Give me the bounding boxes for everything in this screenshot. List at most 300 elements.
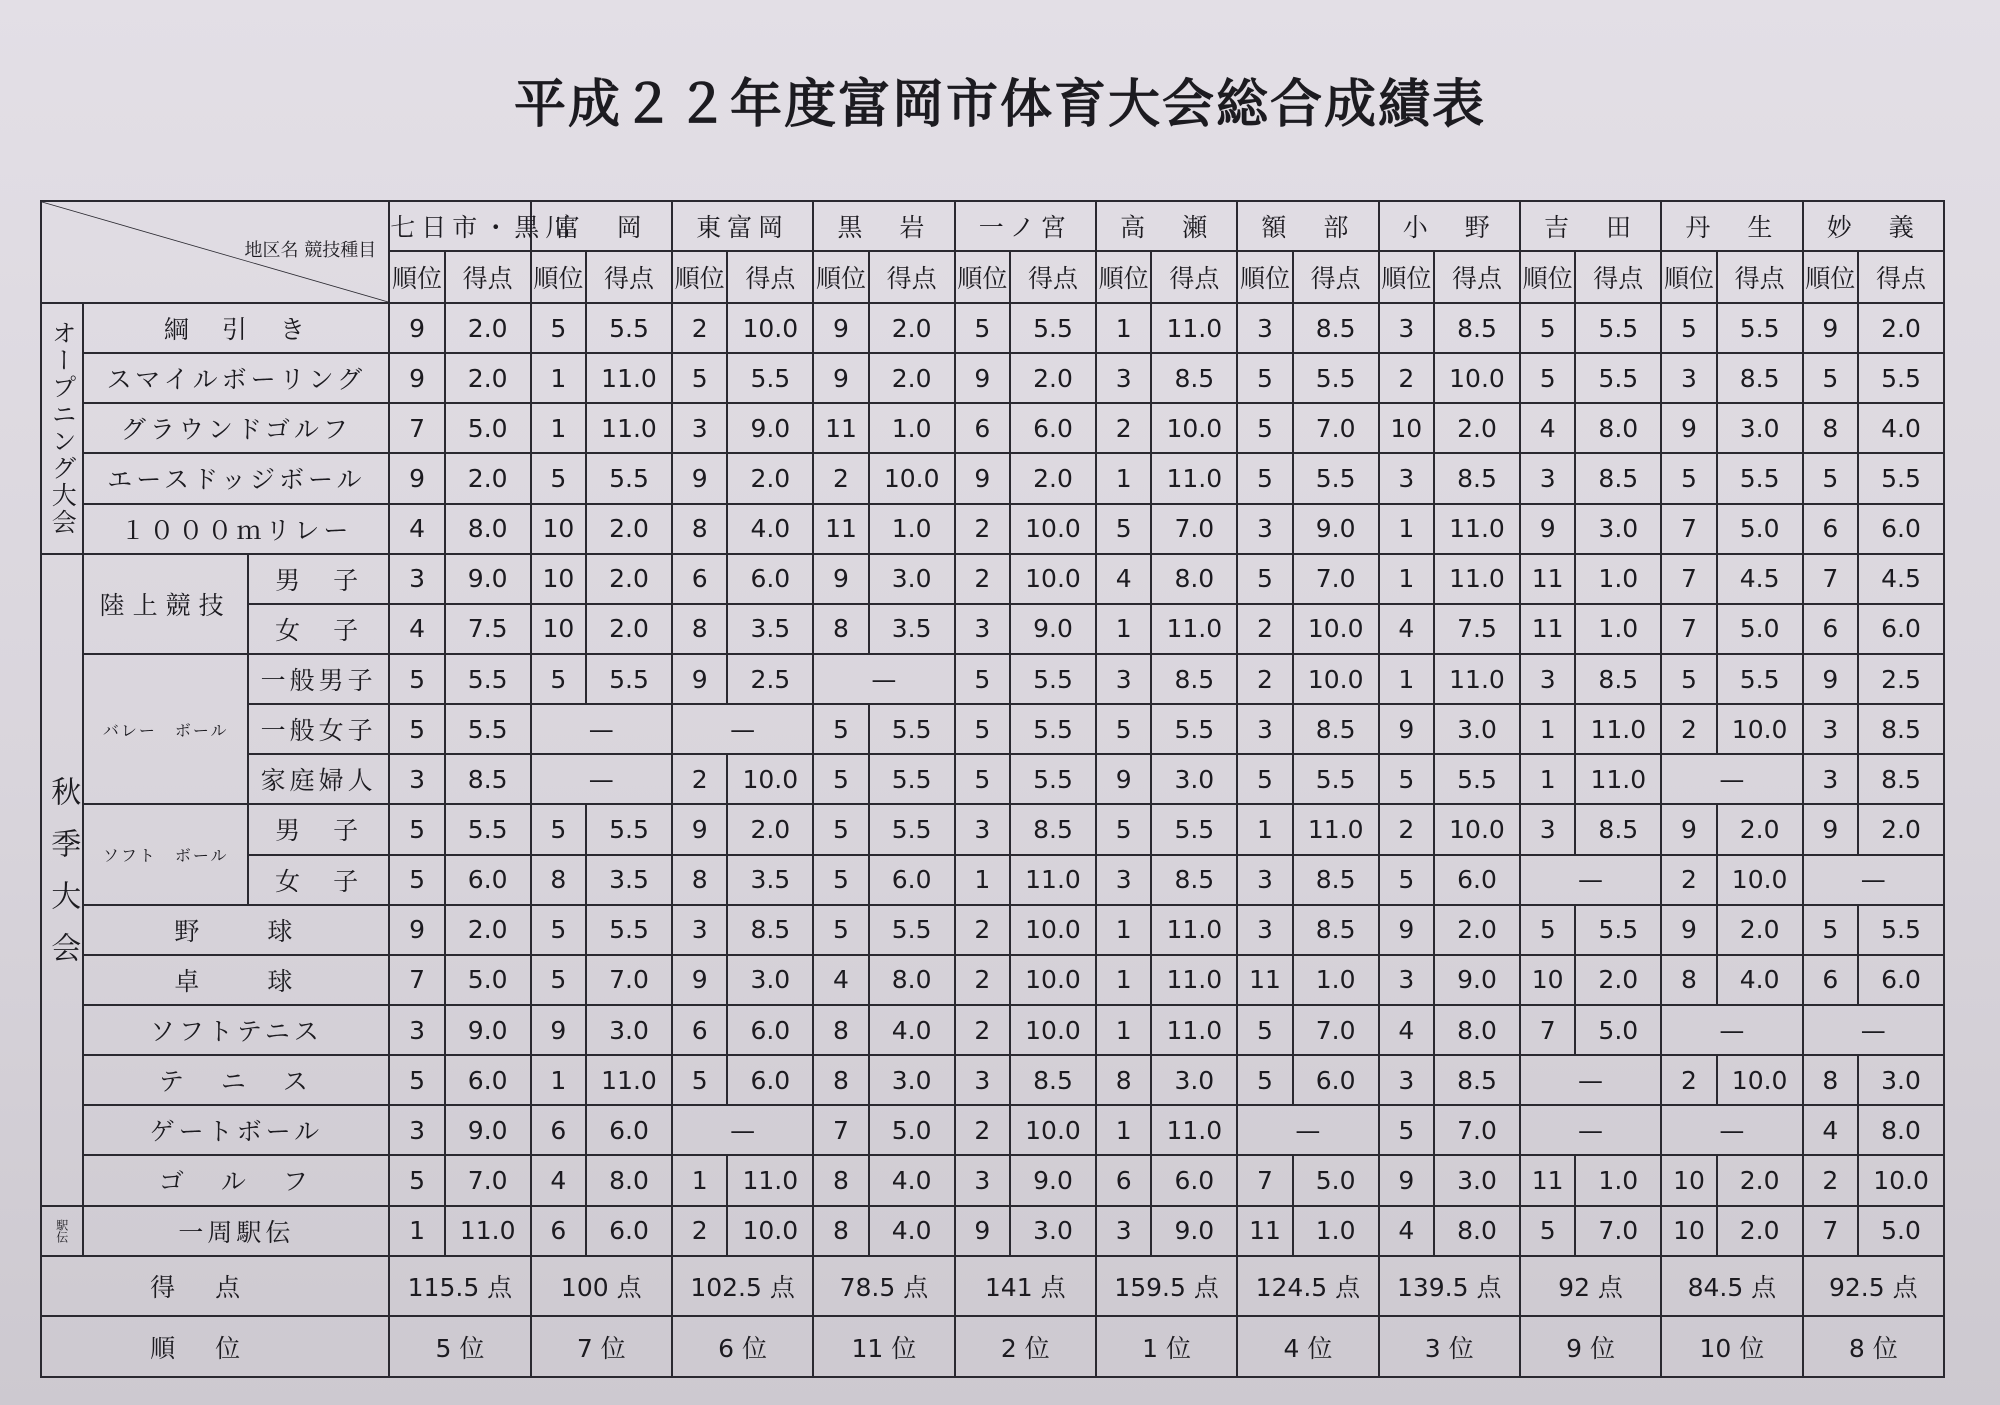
rank-cell: 5 [1520, 905, 1576, 955]
rank-cell: 8 [1096, 1055, 1152, 1105]
score-cell: 6.0 [586, 1105, 672, 1155]
rank-cell: 4 [1379, 1206, 1435, 1256]
score-cell: 2.0 [445, 353, 531, 403]
group-volleyball: バレー ボール [83, 654, 248, 804]
absent-cell: — [1520, 1055, 1661, 1105]
event-label: 卓 球 [83, 955, 389, 1005]
score-cell: 8.5 [1434, 453, 1520, 503]
score-cell: 8.5 [1434, 303, 1520, 353]
score-cell: 2.0 [727, 804, 813, 854]
event-label: スマイルボーリング [83, 353, 389, 403]
rank-cell: 9 [1520, 504, 1576, 554]
table-row [41, 504, 1944, 554]
score-cell: 8.5 [1717, 353, 1803, 403]
rank-cell: 5 [1237, 403, 1293, 453]
rank-cell: 9 [389, 453, 445, 503]
score-cell: 10.0 [869, 453, 955, 503]
rank-cell: 3 [955, 1055, 1011, 1105]
rank-cell: 8 [813, 1155, 869, 1205]
absent-cell: — [1661, 754, 1802, 804]
total-score-cell: 115.5 点 [389, 1256, 530, 1317]
rank-cell: 3 [1803, 754, 1859, 804]
score-cell: 8.0 [1151, 554, 1237, 604]
score-column-header: 得点 [1010, 251, 1096, 303]
score-cell: 2.0 [727, 453, 813, 503]
rank-cell: 5 [813, 704, 869, 754]
rank-cell: 2 [672, 754, 728, 804]
district-header: 高 瀬 [1096, 201, 1237, 251]
rank-cell: 5 [1661, 654, 1717, 704]
score-cell: 5.5 [1151, 704, 1237, 754]
score-cell: 5.0 [1717, 604, 1803, 654]
rank-cell: 6 [1803, 955, 1859, 1005]
total-rank-cell: 10 位 [1661, 1316, 1802, 1377]
score-cell: 5.5 [1293, 453, 1379, 503]
rank-cell: 5 [389, 855, 445, 905]
score-cell: 5.5 [869, 905, 955, 955]
score-cell: 9.0 [445, 1005, 531, 1055]
rank-cell: 1 [1379, 554, 1435, 604]
district-header: 丹 生 [1661, 201, 1802, 251]
rank-cell: 3 [1520, 453, 1576, 503]
score-cell: 8.5 [1010, 804, 1096, 854]
total-score-cell: 159.5 点 [1096, 1256, 1237, 1317]
table-row [41, 353, 1944, 403]
score-cell: 5.5 [1010, 303, 1096, 353]
rank-cell: 3 [955, 604, 1011, 654]
rank-cell: 3 [1237, 905, 1293, 955]
score-cell: 4.0 [1717, 955, 1803, 1005]
score-cell: 4.0 [869, 1005, 955, 1055]
rank-cell: 8 [813, 1055, 869, 1105]
rank-cell: 1 [1237, 804, 1293, 854]
score-cell: 5.5 [869, 704, 955, 754]
rank-column-header: 順位 [1520, 251, 1576, 303]
score-cell: 1.0 [869, 403, 955, 453]
score-cell: 6.0 [586, 1206, 672, 1256]
total-score-cell: 100 点 [531, 1256, 672, 1317]
score-cell: 5.5 [1293, 353, 1379, 403]
score-cell: 10.0 [1010, 1005, 1096, 1055]
score-column-header: 得点 [1575, 251, 1661, 303]
score-cell: 10.0 [1151, 403, 1237, 453]
rank-cell: 9 [1661, 403, 1717, 453]
score-cell: 5.5 [586, 804, 672, 854]
rank-cell: 3 [672, 403, 728, 453]
rank-cell: 5 [389, 654, 445, 704]
rank-cell: 2 [1237, 654, 1293, 704]
score-cell: 11.0 [1434, 654, 1520, 704]
rank-cell: 3 [1237, 303, 1293, 353]
score-cell: 2.0 [1858, 804, 1944, 854]
rank-cell: 5 [531, 804, 587, 854]
absent-cell: — [813, 654, 954, 704]
rank-cell: 9 [955, 1206, 1011, 1256]
event-sublabel: 女 子 [248, 604, 389, 654]
rank-cell: 2 [955, 504, 1011, 554]
rank-cell: 1 [1096, 1105, 1152, 1155]
rank-cell: 4 [1520, 403, 1576, 453]
score-cell: 5.5 [1858, 353, 1944, 403]
total-score-label: 得点 [41, 1256, 389, 1317]
rank-cell: 8 [813, 604, 869, 654]
rank-cell: 8 [1803, 1055, 1859, 1105]
rank-cell: 5 [813, 754, 869, 804]
rank-cell: 9 [389, 905, 445, 955]
score-cell: 7.0 [1575, 1206, 1661, 1256]
rank-cell: 8 [672, 504, 728, 554]
rank-column-header: 順位 [1237, 251, 1293, 303]
table-row [41, 1155, 1944, 1205]
total-score-cell: 78.5 点 [813, 1256, 954, 1317]
total-rank-cell: 3 位 [1379, 1316, 1520, 1377]
rank-cell: 8 [672, 855, 728, 905]
event-label: グラウンドゴルフ [83, 403, 389, 453]
rank-cell: 2 [955, 1005, 1011, 1055]
score-cell: 5.5 [1717, 654, 1803, 704]
score-cell: 2.0 [869, 303, 955, 353]
score-cell: 11.0 [1151, 1105, 1237, 1155]
score-cell: 2.0 [1010, 353, 1096, 403]
absent-cell: — [1661, 1005, 1802, 1055]
score-cell: 3.0 [1434, 1155, 1520, 1205]
rank-cell: 6 [672, 554, 728, 604]
rank-cell: 4 [1379, 604, 1435, 654]
rank-cell: 5 [955, 704, 1011, 754]
rank-cell: 3 [955, 1155, 1011, 1205]
rank-cell: 1 [1096, 453, 1152, 503]
score-cell: 6.0 [1858, 955, 1944, 1005]
score-cell: 10.0 [1434, 353, 1520, 403]
rank-cell: 1 [531, 353, 587, 403]
rank-cell: 2 [955, 554, 1011, 604]
score-cell: 2.0 [1717, 804, 1803, 854]
score-cell: 2.0 [1010, 453, 1096, 503]
total-score-cell: 92 点 [1520, 1256, 1661, 1317]
table-row [41, 1206, 1944, 1256]
score-cell: 10.0 [1010, 955, 1096, 1005]
rank-cell: 7 [1237, 1155, 1293, 1205]
score-cell: 5.5 [1575, 905, 1661, 955]
rank-cell: 9 [672, 804, 728, 854]
rank-cell: 1 [1096, 604, 1152, 654]
score-cell: 9.0 [1293, 504, 1379, 554]
score-cell: 11.0 [445, 1206, 531, 1256]
total-score-cell: 139.5 点 [1379, 1256, 1520, 1317]
score-cell: 5.5 [586, 654, 672, 704]
score-cell: 8.5 [1575, 453, 1661, 503]
score-cell: 8.5 [1151, 654, 1237, 704]
rank-cell: 1 [1379, 504, 1435, 554]
score-cell: 2.5 [1858, 654, 1944, 704]
score-cell: 6.0 [1151, 1155, 1237, 1205]
rank-cell: 9 [813, 303, 869, 353]
score-cell: 5.5 [1434, 754, 1520, 804]
score-cell: 5.5 [1575, 353, 1661, 403]
score-cell: 7.0 [445, 1155, 531, 1205]
rank-cell: 5 [955, 754, 1011, 804]
score-cell: 11.0 [727, 1155, 813, 1205]
district-header: 小 野 [1379, 201, 1520, 251]
score-cell: 2.0 [1717, 905, 1803, 955]
rank-column-header: 順位 [1803, 251, 1859, 303]
score-cell: 9.0 [1010, 604, 1096, 654]
rank-cell: 3 [1096, 855, 1152, 905]
score-cell: 8.5 [1858, 704, 1944, 754]
score-cell: 11.0 [1151, 905, 1237, 955]
total-rank-cell: 5 位 [389, 1316, 530, 1377]
score-cell: 8.0 [1434, 1206, 1520, 1256]
total-score-row [41, 1256, 1944, 1317]
rank-cell: 3 [1379, 955, 1435, 1005]
total-score-cell: 84.5 点 [1661, 1256, 1802, 1317]
score-cell: 4.0 [869, 1155, 955, 1205]
score-cell: 3.0 [869, 554, 955, 604]
absent-cell: — [531, 704, 672, 754]
district-header: 額 部 [1237, 201, 1378, 251]
score-cell: 11.0 [586, 353, 672, 403]
score-cell: 5.5 [1293, 754, 1379, 804]
score-cell: 5.5 [1858, 453, 1944, 503]
score-cell: 11.0 [1151, 604, 1237, 654]
event-label: 野 球 [83, 905, 389, 955]
event-sublabel: 男 子 [248, 804, 389, 854]
score-column-header: 得点 [1717, 251, 1803, 303]
score-cell: 2.0 [445, 905, 531, 955]
rank-cell: 9 [389, 353, 445, 403]
rank-cell: 9 [672, 453, 728, 503]
score-cell: 3.0 [1434, 704, 1520, 754]
rank-cell: 2 [955, 1105, 1011, 1155]
rank-cell: 8 [813, 1005, 869, 1055]
score-cell: 9.0 [1010, 1155, 1096, 1205]
score-cell: 11.0 [1434, 554, 1520, 604]
rank-cell: 5 [1661, 303, 1717, 353]
rank-cell: 11 [1520, 1155, 1576, 1205]
score-cell: 2.0 [586, 604, 672, 654]
rank-cell: 1 [531, 1055, 587, 1105]
table-row [41, 554, 1944, 604]
score-cell: 2.0 [1717, 1155, 1803, 1205]
score-cell: 7.0 [586, 955, 672, 1005]
rank-cell: 3 [955, 804, 1011, 854]
score-cell: 10.0 [1010, 504, 1096, 554]
score-cell: 5.5 [586, 453, 672, 503]
score-cell: 8.5 [1575, 804, 1661, 854]
rank-cell: 10 [1520, 955, 1576, 1005]
score-cell: 10.0 [1717, 855, 1803, 905]
group-athletics: 陸上競技 [83, 554, 248, 654]
score-cell: 8.5 [1293, 704, 1379, 754]
rank-cell: 1 [1096, 955, 1152, 1005]
rank-cell: 6 [531, 1206, 587, 1256]
score-cell: 10.0 [727, 1206, 813, 1256]
rank-cell: 4 [813, 955, 869, 1005]
rank-cell: 4 [531, 1155, 587, 1205]
rank-cell: 9 [1803, 654, 1859, 704]
score-cell: 8.0 [586, 1155, 672, 1205]
corner-label: 地区名 競技種目 [244, 240, 377, 261]
table-row [41, 303, 1944, 353]
rank-cell: 7 [1803, 1206, 1859, 1256]
rank-cell: 6 [1096, 1155, 1152, 1205]
score-column-header: 得点 [445, 251, 531, 303]
score-column-header: 得点 [586, 251, 672, 303]
score-cell: 10.0 [1010, 905, 1096, 955]
rank-cell: 2 [955, 955, 1011, 1005]
rank-cell: 1 [955, 855, 1011, 905]
score-cell: 6.0 [1858, 504, 1944, 554]
score-cell: 2.5 [727, 654, 813, 704]
score-cell: 11.0 [1575, 704, 1661, 754]
rank-cell: 5 [955, 654, 1011, 704]
score-cell: 10.0 [1717, 1055, 1803, 1105]
score-cell: 6.0 [727, 1005, 813, 1055]
page-title: 平成２２年度富岡市体育大会総合成績表 [513, 75, 1486, 135]
score-cell: 2.0 [1575, 955, 1661, 1005]
score-cell: 5.5 [445, 654, 531, 704]
event-sublabel: 一般男子 [248, 654, 389, 704]
table-row [41, 453, 1944, 503]
rank-cell: 1 [389, 1206, 445, 1256]
score-cell: 8.5 [1151, 855, 1237, 905]
score-cell: 5.5 [869, 754, 955, 804]
score-cell: 8.0 [869, 955, 955, 1005]
table-row [41, 804, 1944, 854]
score-cell: 3.5 [586, 855, 672, 905]
total-rank-cell: 11 位 [813, 1316, 954, 1377]
rank-cell: 6 [531, 1105, 587, 1155]
score-cell: 6.0 [727, 554, 813, 604]
score-cell: 5.0 [1858, 1206, 1944, 1256]
table-row [41, 1055, 1944, 1105]
corner-cell [41, 201, 389, 303]
event-label: エースドッジボール [83, 453, 389, 503]
rank-cell: 3 [1237, 855, 1293, 905]
rank-cell: 5 [389, 1155, 445, 1205]
rank-cell: 2 [1379, 804, 1435, 854]
rank-cell: 5 [389, 1055, 445, 1105]
rank-cell: 7 [389, 955, 445, 1005]
rank-cell: 5 [1237, 353, 1293, 403]
total-rank-cell: 1 位 [1096, 1316, 1237, 1377]
score-cell: 11.0 [1151, 1005, 1237, 1055]
score-cell: 6.0 [1293, 1055, 1379, 1105]
score-cell: 5.0 [1717, 504, 1803, 554]
score-cell: 1.0 [1575, 554, 1661, 604]
event-label: ゴ ル フ [83, 1155, 389, 1205]
score-cell: 5.5 [1010, 654, 1096, 704]
district-header: 七日市・黒川 [389, 201, 530, 251]
rank-cell: 3 [389, 1005, 445, 1055]
rank-cell: 9 [672, 955, 728, 1005]
absent-cell: — [672, 1105, 813, 1155]
rank-cell: 5 [672, 1055, 728, 1105]
rank-cell: 9 [1803, 804, 1859, 854]
rank-cell: 3 [1803, 704, 1859, 754]
rank-cell: 8 [531, 855, 587, 905]
total-score-cell: 92.5 点 [1803, 1256, 1944, 1317]
rank-cell: 9 [1803, 303, 1859, 353]
score-column-header: 得点 [1434, 251, 1520, 303]
score-cell: 11.0 [1151, 303, 1237, 353]
rank-cell: 1 [531, 403, 587, 453]
score-cell: 6.0 [1858, 604, 1944, 654]
score-cell: 5.5 [727, 353, 813, 403]
score-cell: 11.0 [1010, 855, 1096, 905]
score-column-header: 得点 [869, 251, 955, 303]
score-cell: 7.0 [1434, 1105, 1520, 1155]
rank-cell: 2 [955, 905, 1011, 955]
score-cell: 8.5 [1151, 353, 1237, 403]
total-rank-label: 順位 [41, 1316, 389, 1377]
rank-cell: 5 [1520, 1206, 1576, 1256]
total-rank-cell: 6 位 [672, 1316, 813, 1377]
score-cell: 2.0 [445, 303, 531, 353]
score-cell: 8.0 [1575, 403, 1661, 453]
rank-cell: 5 [813, 855, 869, 905]
score-cell: 8.5 [1010, 1055, 1096, 1105]
rank-cell: 8 [813, 1206, 869, 1256]
rank-cell: 5 [1237, 1055, 1293, 1105]
absent-cell: — [672, 704, 813, 754]
event-label: １０００ｍリレー [83, 504, 389, 554]
rank-cell: 7 [1661, 604, 1717, 654]
score-cell: 9.0 [1151, 1206, 1237, 1256]
rank-cell: 10 [531, 554, 587, 604]
score-cell: 5.5 [1010, 704, 1096, 754]
score-cell: 8.5 [727, 905, 813, 955]
score-cell: 5.5 [1717, 303, 1803, 353]
score-cell: 4.5 [1858, 554, 1944, 604]
score-cell: 3.0 [1575, 504, 1661, 554]
rank-cell: 2 [1096, 403, 1152, 453]
rank-cell: 11 [1520, 554, 1576, 604]
score-cell: 2.0 [1858, 303, 1944, 353]
score-cell: 10.0 [727, 303, 813, 353]
rank-cell: 7 [389, 403, 445, 453]
rank-cell: 11 [813, 504, 869, 554]
total-rank-row [41, 1316, 1944, 1377]
score-cell: 11.0 [586, 1055, 672, 1105]
rank-cell: 9 [1379, 1155, 1435, 1205]
score-cell: 3.0 [1858, 1055, 1944, 1105]
score-cell: 3.0 [1151, 754, 1237, 804]
score-cell: 2.0 [1717, 1206, 1803, 1256]
rank-cell: 5 [389, 704, 445, 754]
rank-column-header: 順位 [955, 251, 1011, 303]
rank-cell: 5 [1379, 754, 1435, 804]
rank-cell: 2 [1661, 855, 1717, 905]
rank-cell: 2 [1237, 604, 1293, 654]
rank-cell: 5 [1237, 554, 1293, 604]
total-score-cell: 124.5 点 [1237, 1256, 1378, 1317]
score-cell: 8.5 [1575, 654, 1661, 704]
table-row [41, 1005, 1944, 1055]
section-autumn: 秋季大会 [41, 554, 83, 1206]
table-row [41, 604, 1944, 654]
rank-column-header: 順位 [1096, 251, 1152, 303]
rank-cell: 3 [1096, 353, 1152, 403]
score-cell: 8.0 [1858, 1105, 1944, 1155]
rank-cell: 9 [531, 1005, 587, 1055]
rank-column-header: 順位 [531, 251, 587, 303]
rank-cell: 11 [1237, 1206, 1293, 1256]
rank-cell: 5 [1096, 804, 1152, 854]
rank-cell: 5 [1803, 453, 1859, 503]
rank-cell: 2 [813, 453, 869, 503]
results-table [40, 200, 1945, 1378]
